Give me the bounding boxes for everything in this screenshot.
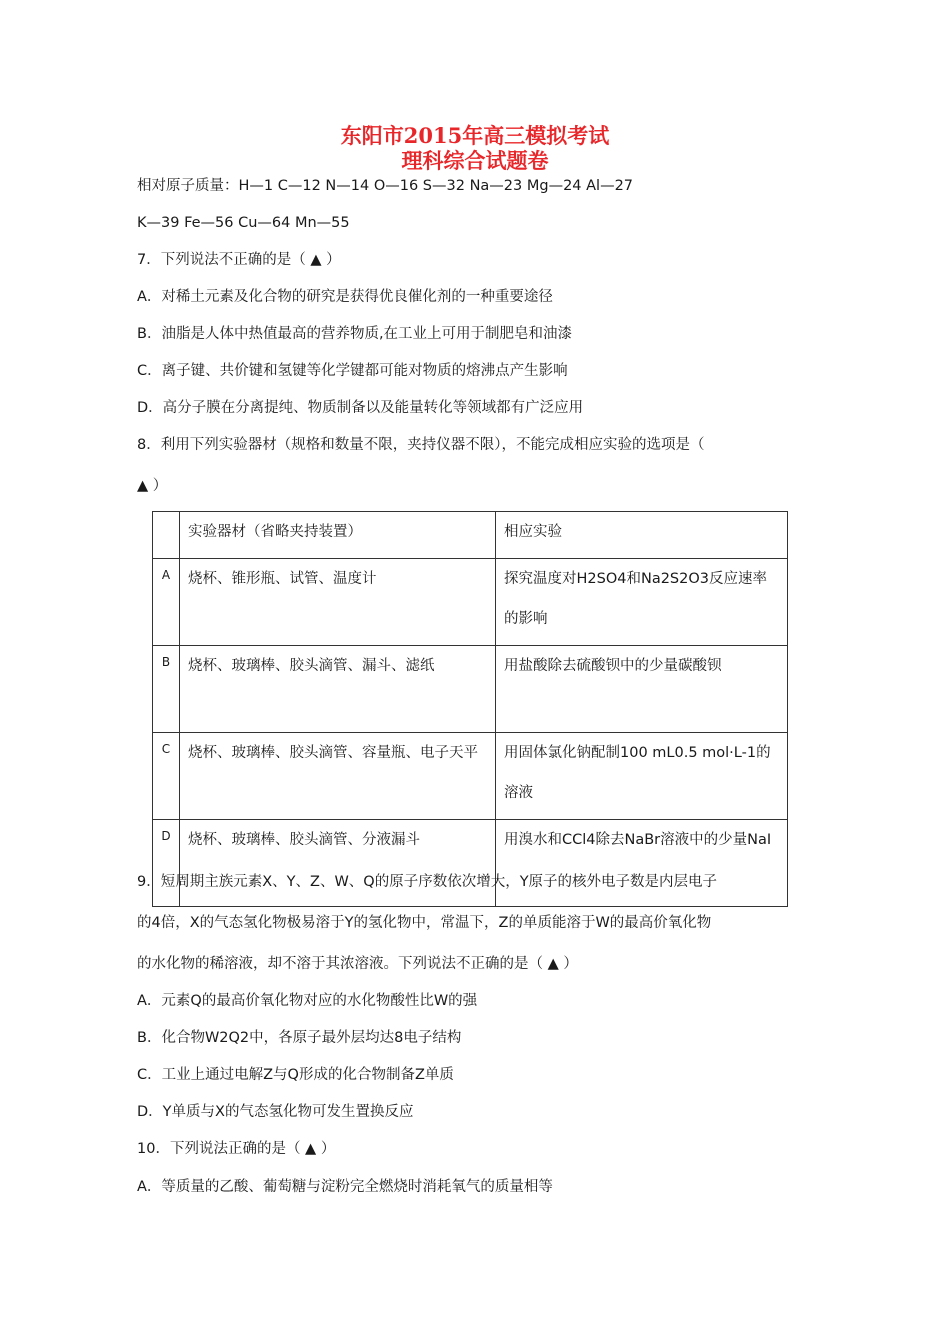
- q7-stem: 7．下列说法不正确的是（ ▲ ）: [137, 252, 341, 268]
- q7-option-d: D．高分子膜在分离提纯、物质制备以及能量转化等领域都有广泛应用: [137, 400, 584, 416]
- row-experiment: 用溴水和CCl4除去NaBr溶液中的少量NaI: [496, 820, 788, 907]
- q9-stem-line-2: 的4倍，X的气态氢化物极易溶于Y的氢化物中，常温下，Z的单质能溶于W的最高价氧化物: [137, 915, 712, 931]
- row-experiment: 探究温度对H2SO4和Na2S2O3反应速率的影响: [496, 559, 788, 646]
- table-header-row: [153, 512, 788, 559]
- q9-stem-line-3: 的水化物的稀溶液，却不溶于其浓溶液。下列说法不正确的是（ ▲ ）: [137, 956, 578, 972]
- q9-option-a: A．元素Q的最高价氧化物对应的水化物酸性比W的强: [137, 993, 478, 1009]
- q10-option-a: A．等质量的乙酸、葡萄糖与淀粉完全燃烧时消耗氧气的质量相等: [137, 1179, 553, 1195]
- row-equipment: 烧杯、玻璃棒、胶头滴管、漏斗、滤纸: [180, 646, 496, 733]
- table-row: [153, 646, 788, 733]
- header-key-cell: [153, 512, 180, 559]
- q8-table: [152, 511, 788, 907]
- q8-stem-line-1: 8．利用下列实验器材（规格和数量不限，夹持仪器不限），不能完成相应实验的选项是（: [137, 437, 705, 453]
- row-key: C: [153, 733, 180, 820]
- row-key: A: [153, 559, 180, 646]
- exam-title: 东阳市2015年高三模拟考试: [340, 123, 610, 148]
- q9-option-d: D．Y单质与X的气态氢化物可发生置换反应: [137, 1104, 414, 1120]
- header-experiment: 相应实验: [496, 512, 788, 559]
- row-key: B: [153, 646, 180, 733]
- exam-subtitle: 理科综合试题卷: [401, 148, 549, 173]
- row-key: D: [153, 820, 180, 907]
- q7-option-b: B．油脂是人体中热值最高的营养物质,在工业上可用于制肥皂和油漆: [137, 326, 573, 342]
- row-equipment: 烧杯、玻璃棒、胶头滴管、容量瓶、电子天平: [180, 733, 496, 820]
- atomic-mass-line-1: 相对原子质量：H—1 C—12 N—14 O—16 S—32 Na—23 Mg—24 Al—27: [137, 178, 634, 194]
- q9-option-c: C．工业上通过电解Z与Q形成的化合物制备Z单质: [137, 1067, 454, 1083]
- row-experiment: 用固体氯化钠配制100 mL0.5 mol·L-1的溶液: [496, 733, 788, 820]
- table-row: [153, 559, 788, 646]
- q7-option-c: C．离子键、共价键和氢键等化学键都可能对物质的熔沸点产生影响: [137, 363, 568, 379]
- q8-stem-line-2: ▲ ）: [137, 478, 168, 494]
- table-row: [153, 733, 788, 820]
- row-experiment: 用盐酸除去硫酸钡中的少量碳酸钡: [496, 646, 788, 733]
- q9-stem-line-1: 9．短周期主族元素X、Y、Z、W、Q的原子序数依次增大，Y原子的核外电子数是内层电子: [137, 874, 718, 890]
- q9-option-b: B．化合物W2Q2中，各原子最外层均达8电子结构: [137, 1030, 462, 1046]
- header-equipment: 实验器材（省略夹持装置）: [180, 512, 496, 559]
- table-row: [153, 820, 788, 907]
- q10-stem: 10．下列说法正确的是（ ▲ ）: [137, 1141, 336, 1157]
- row-equipment: 烧杯、锥形瓶、试管、温度计: [180, 559, 496, 646]
- q7-option-a: A．对稀土元素及化合物的研究是获得优良催化剂的一种重要途径: [137, 289, 553, 305]
- row-equipment: 烧杯、玻璃棒、胶头滴管、分液漏斗: [180, 820, 496, 907]
- atomic-mass-line-2: K—39 Fe—56 Cu—64 Mn—55: [137, 215, 350, 231]
